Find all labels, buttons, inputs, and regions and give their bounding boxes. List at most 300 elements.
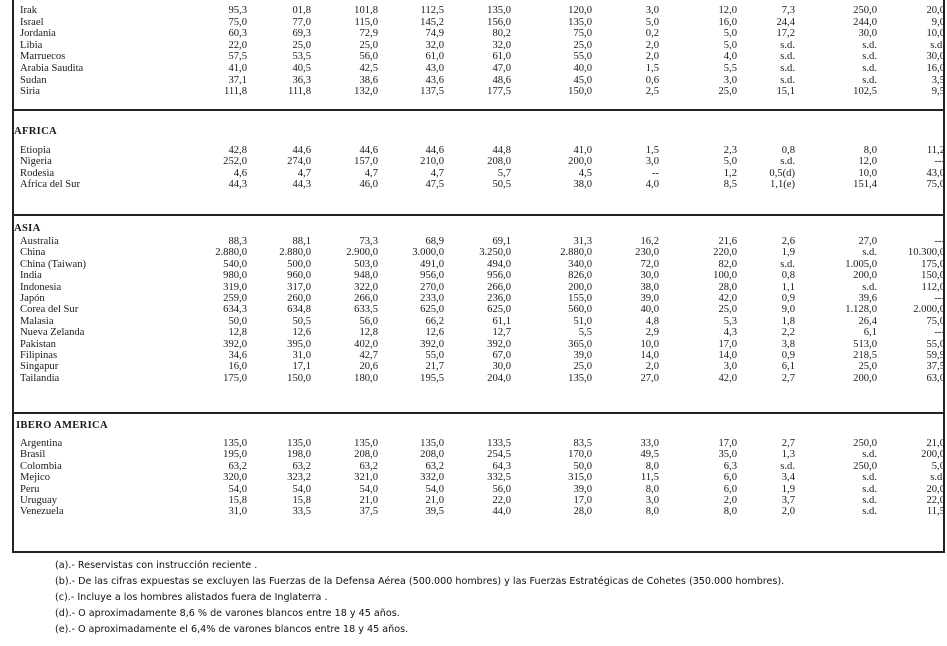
table-cell-value: 61,0 xyxy=(425,51,444,63)
table-cell-value: 15,1 xyxy=(776,86,795,98)
table-cell-value: 75,0 xyxy=(573,28,592,40)
table-cell-value: 10,0 xyxy=(858,167,877,179)
table-cell-value: s.d. xyxy=(780,74,795,86)
table-cell-value: 12,0 xyxy=(718,5,737,16)
country-name: Jordania xyxy=(20,28,56,40)
table-cell-value: 56,0 xyxy=(359,315,378,327)
table-cell-value: 69,3 xyxy=(292,28,311,40)
table-cell-value: 31,3 xyxy=(573,236,592,247)
table-cell-value: 2,6 xyxy=(781,236,795,247)
section-heading: AFRICA xyxy=(14,126,57,137)
table-cell-value: 72,0 xyxy=(640,258,659,270)
table-cell-value: 20,0 xyxy=(926,483,945,495)
table-cell-value: 12,6 xyxy=(292,327,311,339)
table-cell-value: 4,7 xyxy=(297,167,311,179)
country-name: Filipinas xyxy=(20,350,58,361)
table-cell-value: 30,0 xyxy=(858,28,877,40)
table-cell-value: 40,0 xyxy=(640,304,659,316)
table-cell-value: s.d. xyxy=(780,156,795,168)
table-cell-value: 2.900,0 xyxy=(346,247,378,259)
table-cell-value: 0,8 xyxy=(781,145,795,156)
table-cell-value: 3,8 xyxy=(781,338,795,350)
table-cell-value: s.d. xyxy=(780,460,795,472)
table-cell-value: 177,5 xyxy=(487,86,511,98)
table-cell-value: 266,0 xyxy=(487,281,511,293)
table-cell-value: 39,5 xyxy=(425,506,444,518)
table-cell-value: 20,0 xyxy=(926,5,945,16)
country-name: Etiopia xyxy=(20,145,51,156)
table-cell-value: 3,0 xyxy=(645,495,659,506)
section-heading: ASIA xyxy=(14,223,41,234)
table-cell-value: 2,0 xyxy=(645,39,659,51)
table-cell-value: 30,0 xyxy=(492,361,511,373)
table-cell-value: 16,0 xyxy=(926,63,945,74)
country-name: Australia xyxy=(20,236,59,247)
table-cell-value: 2.880,0 xyxy=(215,247,247,259)
table-cell-value: 44,6 xyxy=(359,145,378,156)
table-cell-value: 55,0 xyxy=(926,338,945,350)
table-cell-value: s.d. xyxy=(780,63,795,74)
table-cell-value: 27,0 xyxy=(640,372,659,384)
table-cell-value: 9,5 xyxy=(931,86,945,98)
table-left-border xyxy=(12,0,14,553)
table-cell-value: 54,0 xyxy=(425,483,444,495)
table-cell-value: 135,0 xyxy=(568,372,592,384)
table-cell-value: 74,9 xyxy=(425,28,444,40)
table-cell-value: s.d. xyxy=(862,449,877,461)
table-cell-value: 8,0 xyxy=(645,506,659,518)
table-cell-value: 1,5 xyxy=(645,145,659,156)
table-cell-value: 111,8 xyxy=(223,86,247,98)
table-cell-value: 2,7 xyxy=(781,372,795,384)
table-cell-value: 2,9 xyxy=(645,327,659,339)
table-cell-value: 321,0 xyxy=(354,472,378,484)
table-cell-value: 560,0 xyxy=(568,304,592,316)
table-cell-value: 3.250,0 xyxy=(479,247,511,259)
table-cell-value: 63,2 xyxy=(425,460,444,472)
table-cell-value: 3,7 xyxy=(781,495,795,506)
table-cell-value: s.d. xyxy=(862,281,877,293)
table-cell-value: 48,6 xyxy=(492,74,511,86)
table-cell-value: 25,0 xyxy=(573,39,592,51)
table-cell-value: 42,8 xyxy=(228,145,247,156)
table-cell-value: 31,0 xyxy=(292,350,311,361)
table-cell-value: 5,5 xyxy=(723,63,737,74)
table-cell-value: 195,5 xyxy=(420,372,444,384)
table-cell-value: 40,5 xyxy=(292,63,311,74)
table-cell-value: 1,2 xyxy=(723,167,737,179)
table-cell-value: 30,0 xyxy=(640,270,659,282)
table-cell-value: 200,0 xyxy=(568,281,592,293)
table-cell-value: 980,0 xyxy=(223,270,247,282)
country-name: China (Taiwan) xyxy=(20,258,87,270)
table-cell-value: 8,0 xyxy=(863,145,877,156)
table-cell-value: 2,0 xyxy=(781,506,795,518)
table-cell-value: 11,5 xyxy=(926,506,945,518)
table-cell-value: 32,0 xyxy=(425,39,444,51)
table-cell-value: s.d. xyxy=(862,74,877,86)
table-cell-value: 9,0 xyxy=(931,16,945,28)
table-cell-value: 4,0 xyxy=(645,178,659,190)
table-cell-value: 12,7 xyxy=(492,327,511,339)
table-cell-value: 218,5 xyxy=(853,350,877,361)
table-cell-value: 3,0 xyxy=(645,156,659,168)
table-cell-value: 54,0 xyxy=(359,483,378,495)
footnote-e: (e).- O aproximadamente el 6,4% de varones blancos entre 18 y 45 años. xyxy=(55,624,409,635)
table-cell-value: 33,5 xyxy=(292,506,311,518)
section-divider xyxy=(12,109,945,111)
table-cell-value: 500,0 xyxy=(287,258,311,270)
table-cell-value: 2,0 xyxy=(723,495,737,506)
table-cell-value: 38,6 xyxy=(359,74,378,86)
table-cell-value: 1,9 xyxy=(781,483,795,495)
table-cell-value: 82,0 xyxy=(718,258,737,270)
table-cell-value: 320,0 xyxy=(223,472,247,484)
country-name: Peru xyxy=(20,483,40,495)
table-cell-value: 8,0 xyxy=(723,506,737,518)
table-cell-value: --- xyxy=(934,236,945,247)
table-cell-value: 22,0 xyxy=(492,495,511,506)
country-name: Marruecos xyxy=(20,51,66,63)
table-cell-value: 2.880,0 xyxy=(279,247,311,259)
table-cell-value: 7,3 xyxy=(781,5,795,16)
table-cell-value: 494,0 xyxy=(487,258,511,270)
table-cell-value: 0,2 xyxy=(645,28,659,40)
table-cell-value: 44,6 xyxy=(425,145,444,156)
table-cell-value: 4,8 xyxy=(645,315,659,327)
table-cell-value: 392,0 xyxy=(223,338,247,350)
table-cell-value: 42,0 xyxy=(718,293,737,304)
country-name: Singapur xyxy=(20,361,59,373)
table-cell-value: --- xyxy=(934,156,945,168)
table-cell-value: 44,3 xyxy=(228,178,247,190)
table-cell-value: 9,0 xyxy=(781,304,795,316)
table-cell-value: 50,0 xyxy=(573,460,592,472)
table-cell-value: 21,6 xyxy=(718,236,737,247)
country-name: China xyxy=(20,247,46,259)
table-cell-value: 365,0 xyxy=(568,338,592,350)
table-cell-value: 51,0 xyxy=(573,315,592,327)
table-cell-value: 1.128,0 xyxy=(845,304,877,316)
table-cell-value: 634,3 xyxy=(223,304,247,316)
table-cell-value: 11,2 xyxy=(926,145,945,156)
table-cell-value: 254,5 xyxy=(487,449,511,461)
country-name: Mejico xyxy=(20,472,51,484)
table-cell-value: 11,5 xyxy=(640,472,659,484)
table-cell-value: 30,0 xyxy=(926,51,945,63)
table-cell-value: 0,6 xyxy=(645,74,659,86)
table-cell-value: 27,0 xyxy=(858,236,877,247)
table-cell-value: 200,0 xyxy=(568,156,592,168)
table-cell-value: 1,1(e) xyxy=(770,178,795,190)
country-name: India xyxy=(20,270,42,282)
table-cell-value: 2,0 xyxy=(645,51,659,63)
table-cell-value: 45,0 xyxy=(573,74,592,86)
table-cell-value: 21,0 xyxy=(926,438,945,449)
table-cell-value: 61,0 xyxy=(492,51,511,63)
table-cell-value: 195,0 xyxy=(223,449,247,461)
table-cell-value: 17,2 xyxy=(776,28,795,40)
table-cell-value: 37,5 xyxy=(926,361,945,373)
table-cell-value: 4,6 xyxy=(233,167,247,179)
table-cell-value: 150,0 xyxy=(568,86,592,98)
table-cell-value: 102,5 xyxy=(853,86,877,98)
table-cell-value: 0,8 xyxy=(781,270,795,282)
table-cell-value: 340,0 xyxy=(568,258,592,270)
table-cell-value: 200,0 xyxy=(853,270,877,282)
table-cell-value: 826,0 xyxy=(568,270,592,282)
table-cell-value: 44,6 xyxy=(292,145,311,156)
table-cell-value: 37,1 xyxy=(228,74,247,86)
table-cell-value: 3,0 xyxy=(723,361,737,373)
table-cell-value: 200,0 xyxy=(853,372,877,384)
table-cell-value: 5,3 xyxy=(723,315,737,327)
table-cell-value: 5,0 xyxy=(645,16,659,28)
table-cell-value: 244,0 xyxy=(853,16,877,28)
table-cell-value: 12,0 xyxy=(858,156,877,168)
table-cell-value: 6,3 xyxy=(723,460,737,472)
table-cell-value: 56,0 xyxy=(492,483,511,495)
table-cell-value: 43,0 xyxy=(425,63,444,74)
table-cell-value: 36,3 xyxy=(292,74,311,86)
table-cell-value: 72,9 xyxy=(359,28,378,40)
table-cell-value: s.d. xyxy=(930,39,945,51)
table-cell-value: 56,0 xyxy=(359,51,378,63)
table-cell-value: 4,7 xyxy=(430,167,444,179)
table-cell-value: 233,0 xyxy=(420,293,444,304)
table-cell-value: s.d. xyxy=(862,63,877,74)
table-cell-value: 3,4 xyxy=(781,472,795,484)
country-name: Corea del Sur xyxy=(20,304,79,316)
table-cell-value: 39,6 xyxy=(858,293,877,304)
table-cell-value: 402,0 xyxy=(354,338,378,350)
table-cell-value: s.d. xyxy=(780,39,795,51)
country-name: Siria xyxy=(20,86,41,98)
table-cell-value: 22,0 xyxy=(926,495,945,506)
table-cell-value: 137,5 xyxy=(420,86,444,98)
table-cell-value: 50,5 xyxy=(292,315,311,327)
table-cell-value: 63,2 xyxy=(228,460,247,472)
table-cell-value: --- xyxy=(934,293,945,304)
country-name: Brasil xyxy=(20,449,46,461)
country-name: Nigeria xyxy=(20,156,52,168)
table-cell-value: 77,0 xyxy=(292,16,311,28)
country-name: Venezuela xyxy=(20,506,64,518)
table-cell-value: s.d. xyxy=(862,472,877,484)
section-heading: IBERO AMERICA xyxy=(16,420,108,431)
table-cell-value: 250,0 xyxy=(853,438,877,449)
table-cell-value: 1.005,0 xyxy=(845,258,877,270)
table-cell-value: 01,8 xyxy=(292,5,311,16)
table-cell-value: 4,7 xyxy=(364,167,378,179)
table-cell-value: 503,0 xyxy=(354,258,378,270)
table-cell-value: 50,0 xyxy=(228,315,247,327)
country-name: Uruguay xyxy=(20,495,58,506)
table-cell-value: 151,4 xyxy=(853,178,877,190)
table-cell-value: 88,3 xyxy=(228,236,247,247)
table-cell-value: 5,7 xyxy=(497,167,511,179)
table-cell-value: 230,0 xyxy=(635,247,659,259)
table-cell-value: 35,0 xyxy=(718,449,737,461)
table-cell-value: 250,0 xyxy=(853,460,877,472)
country-name: Rodesia xyxy=(20,167,55,179)
table-cell-value: 44,0 xyxy=(492,506,511,518)
table-cell-value: 260,0 xyxy=(287,293,311,304)
table-cell-value: 5,0 xyxy=(723,156,737,168)
table-cell-value: 25,0 xyxy=(858,361,877,373)
table-cell-value: 21,0 xyxy=(425,495,444,506)
table-cell-value: 100,0 xyxy=(713,270,737,282)
table-cell-value: 3,5 xyxy=(931,74,945,86)
table-cell-value: 5,0 xyxy=(931,460,945,472)
section-divider xyxy=(12,412,945,414)
table-cell-value: 43,0 xyxy=(926,167,945,179)
table-cell-value: 6,1 xyxy=(781,361,795,373)
country-name: Sudan xyxy=(20,74,47,86)
table-cell-value: 1,3 xyxy=(781,449,795,461)
table-cell-value: 47,0 xyxy=(492,63,511,74)
table-cell-value: 63,2 xyxy=(292,460,311,472)
table-cell-value: 315,0 xyxy=(568,472,592,484)
country-name: Japón xyxy=(20,293,45,304)
table-cell-value: 67,0 xyxy=(492,350,511,361)
table-cell-value: 42,0 xyxy=(718,372,737,384)
table-cell-value: 66,2 xyxy=(425,315,444,327)
table-cell-value: 75,0 xyxy=(228,16,247,28)
table-cell-value: 236,0 xyxy=(487,293,511,304)
table-cell-value: 12,8 xyxy=(359,327,378,339)
table-cell-value: 75,0 xyxy=(926,178,945,190)
table-cell-value: 8,5 xyxy=(723,178,737,190)
table-cell-value: 625,0 xyxy=(420,304,444,316)
table-cell-value: 80,2 xyxy=(492,28,511,40)
footnote-a: (a).- Reservistas con instrucción reciente . xyxy=(55,560,258,571)
table-cell-value: s.d. xyxy=(862,483,877,495)
table-cell-value: 24,4 xyxy=(776,16,795,28)
table-cell-value: s.d. xyxy=(780,51,795,63)
table-cell-value: 332,5 xyxy=(487,472,511,484)
table-cell-value: 1,5 xyxy=(645,63,659,74)
table-cell-value: 6,0 xyxy=(723,483,737,495)
table-cell-value: 2,2 xyxy=(781,327,795,339)
table-cell-value: 42,5 xyxy=(359,63,378,74)
table-cell-value: 135,0 xyxy=(487,5,511,16)
table-cell-value: 156,0 xyxy=(487,16,511,28)
table-cell-value: 20,6 xyxy=(359,361,378,373)
table-cell-value: 198,0 xyxy=(287,449,311,461)
table-cell-value: 57,5 xyxy=(228,51,247,63)
table-cell-value: 25,0 xyxy=(718,304,737,316)
table-cell-value: 17,0 xyxy=(718,438,737,449)
table-cell-value: 88,1 xyxy=(292,236,311,247)
country-name: Colombia xyxy=(20,460,62,472)
table-cell-value: 16,0 xyxy=(228,361,247,373)
table-cell-value: 2,5 xyxy=(645,86,659,98)
table-cell-value: 25,0 xyxy=(573,361,592,373)
table-cell-value: 38,0 xyxy=(640,281,659,293)
table-cell-value: 491,0 xyxy=(420,258,444,270)
table-cell-value: 63,2 xyxy=(359,460,378,472)
table-cell-value: 14,0 xyxy=(718,350,737,361)
table-cell-value: 332,0 xyxy=(420,472,444,484)
table-cell-value: 55,0 xyxy=(573,51,592,63)
table-cell-value: 3.000,0 xyxy=(412,247,444,259)
table-cell-value: 150,0 xyxy=(287,372,311,384)
table-cell-value: 220,0 xyxy=(713,247,737,259)
table-cell-value: 0,5(d) xyxy=(769,167,795,179)
table-cell-value: 960,0 xyxy=(287,270,311,282)
table-cell-value: 634,8 xyxy=(287,304,311,316)
table-cell-value: 395,0 xyxy=(287,338,311,350)
table-cell-value: 53,5 xyxy=(292,51,311,63)
table-cell-value: 28,0 xyxy=(718,281,737,293)
table-cell-value: 46,0 xyxy=(359,178,378,190)
table-cell-value: 112,5 xyxy=(420,5,444,16)
table-cell-value: 1,8 xyxy=(781,315,795,327)
table-cell-value: 39,0 xyxy=(640,293,659,304)
table-cell-value: 22,0 xyxy=(228,39,247,51)
table-cell-value: 26,4 xyxy=(858,315,877,327)
table-cell-value: 4,3 xyxy=(723,327,737,339)
table-cell-value: 12,6 xyxy=(425,327,444,339)
table-cell-value: 10,0 xyxy=(926,28,945,40)
table-cell-value: 75,0 xyxy=(926,315,945,327)
table-cell-value: 208,0 xyxy=(420,449,444,461)
table-cell-value: 25,0 xyxy=(718,86,737,98)
table-cell-value: 274,0 xyxy=(287,156,311,168)
table-cell-value: 2.000,0 xyxy=(913,304,945,316)
table-cell-value: 948,0 xyxy=(354,270,378,282)
table-cell-value: 10,0 xyxy=(640,338,659,350)
table-cell-value: --- xyxy=(934,327,945,339)
table-cell-value: 17,0 xyxy=(718,338,737,350)
table-cell-value: 63,0 xyxy=(926,372,945,384)
table-cell-value: 2.880,0 xyxy=(560,247,592,259)
table-cell-value: 132,0 xyxy=(354,86,378,98)
table-cell-value: 157,0 xyxy=(354,156,378,168)
table-cell-value: 625,0 xyxy=(487,304,511,316)
table-cell-value: 83,5 xyxy=(573,438,592,449)
table-cell-value: 10.300,0 xyxy=(907,247,945,259)
table-cell-value: 17,1 xyxy=(292,361,311,373)
table-cell-value: 204,0 xyxy=(487,372,511,384)
table-cell-value: 34,6 xyxy=(228,350,247,361)
table-cell-value: 175,0 xyxy=(921,258,945,270)
table-cell-value: 4,0 xyxy=(723,51,737,63)
country-name: Pakistan xyxy=(20,338,56,350)
footnote-b: (b).- De las cifras expuestas se excluyen las Fuerzas de la Defensa Aérea (500.000 hombres) y las Fuerzas Estratégicas de Cohetes (350.000 hombres). xyxy=(55,576,785,587)
table-cell-value: 16,2 xyxy=(640,236,659,247)
table-cell-value: 64,3 xyxy=(492,460,511,472)
footnote-d: (d).- O aproximadamente 8,6 % de varones blancos entre 18 y 45 años. xyxy=(55,608,400,619)
table-cell-value: 25,0 xyxy=(359,39,378,51)
table-cell-value: 208,0 xyxy=(487,156,511,168)
country-name: Indonesia xyxy=(20,281,62,293)
table-cell-value: s.d. xyxy=(930,472,945,484)
table-cell-value: 3,0 xyxy=(723,74,737,86)
table-cell-value: 25,0 xyxy=(292,39,311,51)
table-cell-value: 4,5 xyxy=(578,167,592,179)
table-cell-value: s.d. xyxy=(862,495,877,506)
table-cell-value: 252,0 xyxy=(223,156,247,168)
table-cell-value: 208,0 xyxy=(354,449,378,461)
country-name: Israel xyxy=(20,16,44,28)
table-cell-value: 55,0 xyxy=(425,350,444,361)
table-cell-value: 210,0 xyxy=(420,156,444,168)
table-cell-value: 42,7 xyxy=(359,350,378,361)
table-cell-value: 60,3 xyxy=(228,28,247,40)
table-cell-value: 16,0 xyxy=(718,16,737,28)
